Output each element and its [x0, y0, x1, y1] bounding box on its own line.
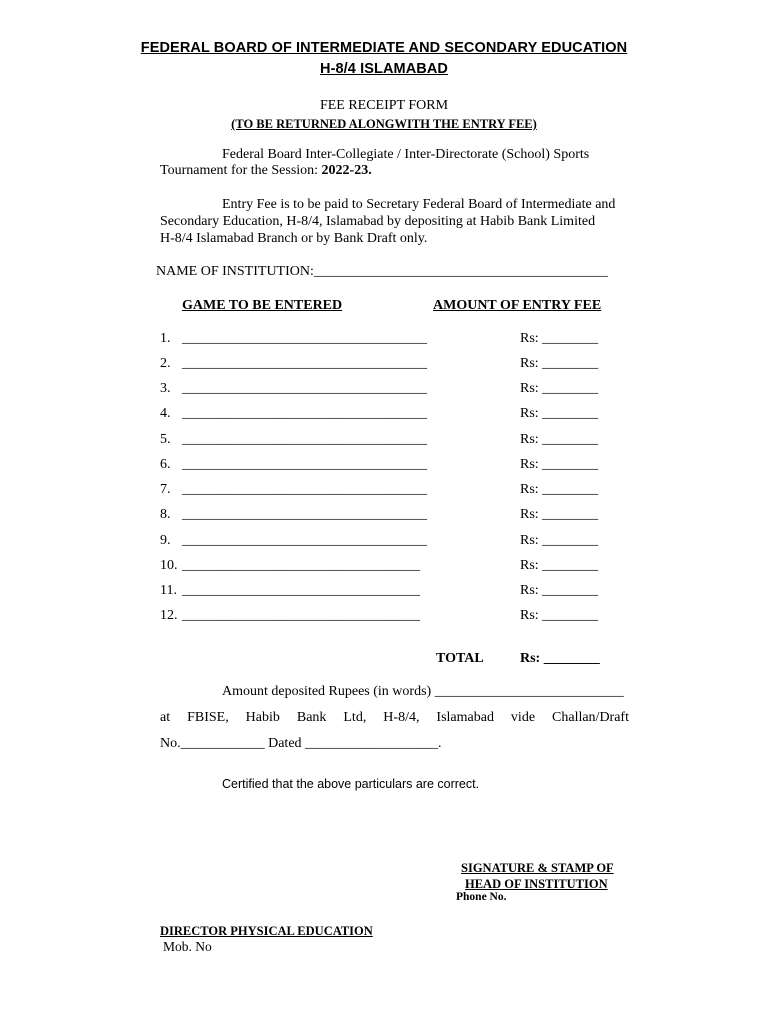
institution-field[interactable] — [156, 264, 608, 280]
game-blank[interactable]: ___________________________________ — [182, 331, 427, 346]
row-number: 3. — [160, 381, 171, 396]
deposit-line2: at FBISE, Habib Bank Ltd, H-8/4, Islamabad vide Challan/Draft — [160, 710, 629, 725]
game-blank[interactable]: __________________________________ — [182, 558, 420, 573]
game-blank[interactable]: ___________________________________ — [182, 356, 427, 371]
fee-blank[interactable]: Rs: ________ — [520, 608, 599, 623]
game-blank[interactable]: ___________________________________ — [182, 432, 427, 447]
row-number: 1. — [160, 331, 171, 346]
intro-para1-line1: Federal Board Inter-Collegiate / Inter-Directorate (School) Sports — [222, 147, 590, 162]
game-blank[interactable]: __________________________________ — [182, 608, 420, 623]
row-number: 9. — [160, 533, 171, 548]
fee-blank[interactable]: Rs: ________ — [520, 558, 599, 573]
intro-para1-line2 — [160, 163, 372, 179]
intro-para2-line3: H-8/4 Islamabad Branch or by Bank Draft only. — [160, 231, 428, 246]
row-number: 8. — [160, 507, 171, 522]
game-blank[interactable]: ___________________________________ — [182, 457, 427, 472]
row-number: 5. — [160, 432, 171, 447]
col-amount-header: AMOUNT OF ENTRY FEE — [433, 298, 602, 313]
game-blank[interactable]: ___________________________________ — [182, 482, 427, 497]
intro-para2-line1: Entry Fee is to be paid to Secretary Federal Board of Intermediate and — [222, 197, 616, 212]
intro-para2-line2: Secondary Education, H-8/4, Islamabad by depositing at Habib Bank Limited — [160, 214, 596, 229]
director-title: DIRECTOR PHYSICAL EDUCATION — [160, 924, 373, 938]
row-number: 4. — [160, 406, 171, 421]
fee-blank[interactable]: Rs: ________ — [520, 331, 599, 346]
game-blank[interactable]: __________________________________ — [182, 583, 420, 598]
form-subtitle: (TO BE RETURNED ALONGWITH THE ENTRY FEE) — [231, 117, 537, 131]
session-label: Tournament for the Session: — [160, 163, 322, 178]
institution-blank[interactable]: __________________________________________ — [313, 264, 608, 279]
fee-blank[interactable]: Rs: ________ — [520, 533, 599, 548]
fee-blank[interactable]: Rs: ________ — [520, 482, 599, 497]
game-blank[interactable]: ___________________________________ — [182, 381, 427, 396]
signature-line1: SIGNATURE & STAMP OF — [461, 861, 614, 875]
signature-line2: HEAD OF INSTITUTION — [465, 877, 608, 891]
col-game-header: GAME TO BE ENTERED — [182, 298, 343, 313]
total-blank[interactable]: Rs: ________ — [520, 651, 600, 666]
deposit-line3[interactable]: No.____________ Dated ___________________. — [160, 736, 442, 751]
certification-text: Certified that the above particulars are correct. — [222, 777, 480, 791]
row-number: 7. — [160, 482, 171, 497]
institution-label: NAME OF INSTITUTION: — [156, 264, 314, 279]
fee-blank[interactable]: Rs: ________ — [520, 406, 599, 421]
fee-blank[interactable]: Rs: ________ — [520, 432, 599, 447]
mobile-label: Mob. No — [163, 939, 212, 954]
board-name: FEDERAL BOARD OF INTERMEDIATE AND SECONDARY EDUCATION — [140, 40, 628, 56]
board-address: H-8/4 ISLAMABAD — [320, 61, 448, 77]
fee-blank[interactable]: Rs: ________ — [520, 356, 599, 371]
phone-label: Phone No. — [456, 891, 507, 903]
row-number: 10. — [160, 558, 178, 573]
game-blank[interactable]: ___________________________________ — [182, 533, 427, 548]
total-label: TOTAL — [436, 651, 484, 666]
game-blank[interactable]: ___________________________________ — [182, 406, 427, 421]
fee-blank[interactable]: Rs: ________ — [520, 583, 599, 598]
fee-blank[interactable]: Rs: ________ — [520, 507, 599, 522]
fee-blank[interactable]: Rs: ________ — [520, 381, 599, 396]
row-number: 11. — [160, 583, 177, 598]
session-value: 2022-23. — [321, 163, 372, 178]
form-title: FEE RECEIPT FORM — [319, 98, 449, 113]
game-blank[interactable]: ___________________________________ — [182, 507, 427, 522]
row-number: 12. — [160, 608, 178, 623]
deposit-line1[interactable]: Amount deposited Rupees (in words) ___________________________ — [222, 684, 624, 699]
fee-blank[interactable]: Rs: ________ — [520, 457, 599, 472]
row-number: 6. — [160, 457, 171, 472]
row-number: 2. — [160, 356, 171, 371]
